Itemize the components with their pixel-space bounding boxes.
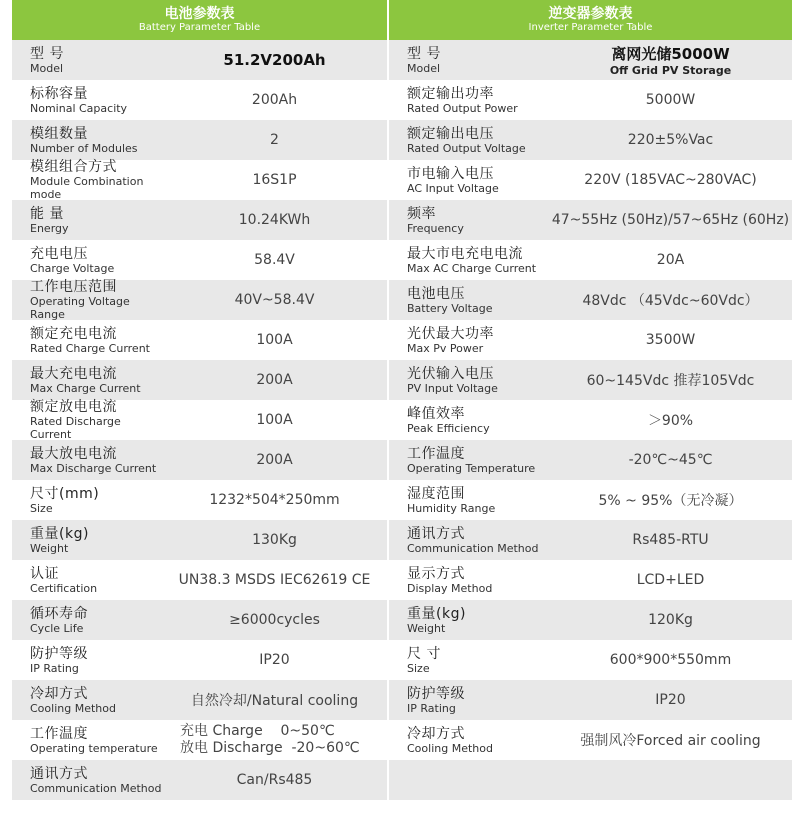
param-label-zh: 工作电压范围 [30,279,117,295]
inverter-title-en: Inverter Parameter Table [528,22,653,33]
inverter-table-row [389,640,792,680]
param-label [389,566,549,595]
param-value-text: 120Kg [648,612,693,628]
param-value [549,532,792,548]
param-value [162,252,387,268]
param-label [389,486,549,515]
param-label [389,206,549,235]
param-label-en: Humidity Range [407,501,496,515]
param-value [162,212,387,228]
battery-table-row [12,640,387,680]
param-label [389,726,549,755]
param-value-text: 220V (185VAC~280VAC) [584,172,757,188]
param-label-zh: 标称容量 [30,85,88,102]
param-label-en: Rated Charge Current [30,341,150,355]
inverter-table-row [389,560,792,600]
param-label-en: Rated Output Power [407,101,518,115]
battery-table-header [12,0,387,40]
param-value [549,332,792,348]
param-value [162,332,387,348]
battery-table-row [12,120,387,160]
param-value [162,532,387,548]
param-label-en: Max AC Charge Current [407,261,537,275]
param-label-zh: 电池电压 [407,285,465,302]
param-label-zh: 认证 [30,565,59,582]
param-value [549,410,792,430]
param-label-zh: 额定输出电压 [407,125,494,142]
param-label-zh: 工作温度 [30,725,88,742]
inverter-table-row [389,760,792,800]
param-label-en: Model [407,61,441,75]
param-value-text: 2 [270,132,279,148]
param-value [162,612,387,628]
battery-table-row [12,600,387,640]
param-value-text: Can/Rs485 [236,772,313,788]
param-label-zh: 模组组合方式 [30,159,117,175]
param-value-text: 3500W [645,332,696,348]
param-value-line: 充电 Charge 0~50℃ [180,723,335,739]
param-value [549,452,792,468]
param-value [162,172,387,188]
param-label-zh: 频率 [407,205,436,222]
battery-table-row [12,240,387,280]
param-value-text: IP20 [259,652,290,668]
param-value-text: 5% ~ 95%（无冷凝） [598,493,743,509]
param-value-text: 60~145Vdc 推荐105Vdc [586,373,755,389]
param-value [162,652,387,668]
inverter-table-row [389,600,792,640]
param-value-text: 16S1P [252,172,297,188]
param-label-en: Max Charge Current [30,381,141,395]
battery-title-en: Battery Parameter Table [138,22,261,33]
param-label-en: Battery Voltage [407,301,493,315]
inverter-table-row [389,360,792,400]
param-value [549,290,792,310]
param-label [389,86,549,115]
param-label [389,246,549,275]
param-label-en: IP Rating [30,661,79,675]
battery-table-row [12,520,387,560]
battery-title-zh: 电池参数表 [164,6,235,22]
param-label [12,399,162,441]
param-label-zh: 型 号 [407,45,441,62]
param-label-zh: 额定输出功率 [407,85,494,102]
param-value [549,92,792,108]
param-label [12,279,162,321]
param-label-zh: 通讯方式 [30,765,88,782]
param-label-zh: 模组数量 [30,125,88,142]
param-label-en: Certification [30,581,98,595]
param-label-en: Cooling Method [407,741,493,755]
battery-table-row [12,400,387,440]
inverter-table-row [389,440,792,480]
inverter-table-row [389,240,792,280]
battery-table-row [12,280,387,320]
param-label-zh: 尺寸(mm) [30,485,100,502]
param-label [389,366,549,395]
inverter-table [389,0,792,800]
param-label [12,766,162,795]
param-label [12,526,162,555]
param-label-zh: 重量(kg) [30,525,89,542]
param-value-text: 强制风冷Forced air cooling [580,733,761,749]
battery-table-row [12,80,387,120]
param-value-text: 600*900*550mm [609,652,732,668]
param-value [162,772,387,788]
param-label-zh: 显示方式 [407,565,465,582]
param-value [549,43,792,77]
param-value-text: ≥6000cycles [229,612,320,628]
param-value-text: LCD+LED [636,572,705,588]
param-value-text: 48Vdc （45Vdc~60Vdc） [582,293,759,309]
param-label-en: Size [30,501,53,515]
param-label-zh: 最大充电电流 [30,365,117,382]
param-value [549,730,792,750]
param-label-en: Rated Discharge Current [30,415,121,441]
battery-table-row [12,480,387,520]
inverter-table-header [389,0,792,40]
param-value [162,690,387,710]
param-value [162,92,387,108]
param-label-zh: 冷却方式 [30,685,88,702]
param-value [162,132,387,148]
inverter-table-row [389,400,792,440]
param-label-en: Operating temperature [30,741,158,755]
param-label [389,646,549,675]
inverter-title-zh: 逆变器参数表 [548,6,633,22]
param-label-zh: 湿度范围 [407,485,465,502]
param-label-zh: 最大放电电流 [30,445,117,462]
param-label-zh: 重量(kg) [407,605,466,622]
param-label-zh: 额定放电电流 [30,399,117,415]
inverter-table-row [389,200,792,240]
param-value [549,212,792,228]
param-label-en: Communication Method [407,541,539,555]
param-value [549,612,792,628]
battery-table-row [12,360,387,400]
param-value-text: 5000W [645,92,696,108]
param-value-text: ＞90% [647,413,694,429]
param-value-text: 200Ah [251,92,298,108]
param-label [12,646,162,675]
param-label [12,86,162,115]
param-value-text: 100A [256,332,293,348]
param-label-en: Operating Temperature [407,461,536,475]
param-label-en: Display Method [407,581,493,595]
param-label-zh: 循环寿命 [30,605,88,622]
inverter-table-row [389,120,792,160]
param-value [162,572,387,588]
inverter-table-row [389,280,792,320]
param-label [12,326,162,355]
inverter-table-row [389,680,792,720]
param-value [162,292,387,308]
param-label-zh: 防护等级 [407,685,465,702]
param-label [389,166,549,195]
param-value-text: Rs485-RTU [632,532,709,548]
param-value-text: 自然冷却/Natural cooling [190,693,359,709]
inverter-table-row [389,480,792,520]
param-label-en: Energy [30,221,69,235]
param-value-text: -20℃~45℃ [628,452,713,468]
param-label-en: Rated Output Voltage [407,141,526,155]
param-label-en: Peak Efficiency [407,421,490,435]
param-label-en: Communication Method [30,781,162,795]
param-label-zh: 充电电压 [30,245,88,262]
battery-table-row [12,560,387,600]
battery-table-row [12,680,387,720]
param-label-zh: 额定充电电流 [30,325,117,342]
param-label-en: AC Input Voltage [407,181,499,195]
param-value [549,252,792,268]
param-label-en: Weight [30,541,69,555]
param-label-en: PV Input Voltage [407,381,498,395]
param-label-zh: 防护等级 [30,645,88,662]
param-value [549,692,792,708]
param-value-text: 10.24KWh [238,212,311,228]
param-value-text: 220±5%Vac [627,132,714,148]
inverter-table-row [389,320,792,360]
param-label-en: Model [30,61,64,75]
param-label [12,366,162,395]
inverter-table-row [389,80,792,120]
param-label [12,159,162,201]
param-label-en: IP Rating [407,701,456,715]
param-label-zh: 峰值效率 [407,405,465,422]
param-value-text: 20A [656,252,685,268]
param-value [162,51,387,69]
inverter-table-row [389,720,792,760]
battery-table-row [12,40,387,80]
param-label [389,446,549,475]
param-label-en: Cooling Method [30,701,116,715]
param-label [12,686,162,715]
param-label [12,246,162,275]
param-value-text: 40V~58.4V [234,292,315,308]
param-label-zh: 光伏输入电压 [407,365,494,382]
param-value-text: 51.2V200Ah [223,51,326,69]
param-label [12,726,162,755]
battery-table-row [12,200,387,240]
battery-table [12,0,387,800]
param-label-zh: 能 量 [30,205,64,222]
param-value [162,452,387,468]
param-value-subtitle: Off Grid PV Storage [609,64,732,77]
param-label-zh: 市电输入电压 [407,165,494,182]
battery-rows [12,40,387,800]
inverter-table-row [389,520,792,560]
battery-table-row [12,720,387,760]
param-label-en: Size [407,661,430,675]
param-value-text: 离网光储5000W [611,45,730,63]
param-value-text: 130Kg [252,532,297,548]
param-value [162,372,387,388]
inverter-rows [389,40,792,800]
param-value [549,132,792,148]
inverter-table-row [389,40,792,80]
param-label-zh: 尺 寸 [407,645,441,662]
param-label [12,446,162,475]
param-label-en: Cycle Life [30,621,84,635]
inverter-table-row [389,160,792,200]
param-value-text: 47~55Hz (50Hz)/57~65Hz (60Hz) [551,212,790,228]
param-label [12,206,162,235]
battery-table-row [12,440,387,480]
param-label-zh: 工作温度 [407,445,465,462]
param-value [549,652,792,668]
param-label [12,566,162,595]
battery-table-row [12,320,387,360]
param-label-en: Nominal Capacity [30,101,128,115]
param-label-en: Frequency [407,221,464,235]
param-label-zh: 光伏最大功率 [407,325,494,342]
param-value [549,490,792,510]
param-label-zh: 通讯方式 [407,525,465,542]
param-value-text: 1232*504*250mm [209,492,340,508]
param-label [389,126,549,155]
param-value-text: 200A [256,372,293,388]
param-label [389,286,549,315]
param-label [389,686,549,715]
param-label-en: Number of Modules [30,141,138,155]
battery-table-row [12,760,387,800]
param-label [12,126,162,155]
param-label-zh: 冷却方式 [407,725,465,742]
param-value-text: IP20 [655,692,686,708]
param-label [389,526,549,555]
param-label [389,406,549,435]
param-label [389,46,549,75]
param-label-en: Charge Voltage [30,261,115,275]
param-label [389,326,549,355]
battery-table-row [12,160,387,200]
param-label-zh: 最大市电充电电流 [407,245,523,262]
param-value-text: 58.4V [254,252,295,268]
param-value [162,492,387,508]
param-label [12,606,162,635]
param-value-text: 100A [256,412,293,428]
param-label-en: Max Pv Power [407,341,484,355]
param-label [12,46,162,75]
param-label [12,486,162,515]
param-label-en: Max Discharge Current [30,461,157,475]
param-value [549,172,792,188]
param-value [162,412,387,428]
param-value [549,370,792,390]
param-label-en: Module Combination mode [30,175,144,201]
param-value-text: 200A [256,452,293,468]
param-label-en: Weight [407,621,446,635]
param-label [389,606,549,635]
param-label-en: Operating Voltage Range [30,295,130,321]
param-value-line: 放电 Discharge -20~60℃ [180,740,360,756]
param-label-zh: 型 号 [30,45,64,62]
param-value [162,723,387,757]
param-value-text: UN38.3 MSDS IEC62619 CE [178,572,371,588]
param-value [549,572,792,588]
